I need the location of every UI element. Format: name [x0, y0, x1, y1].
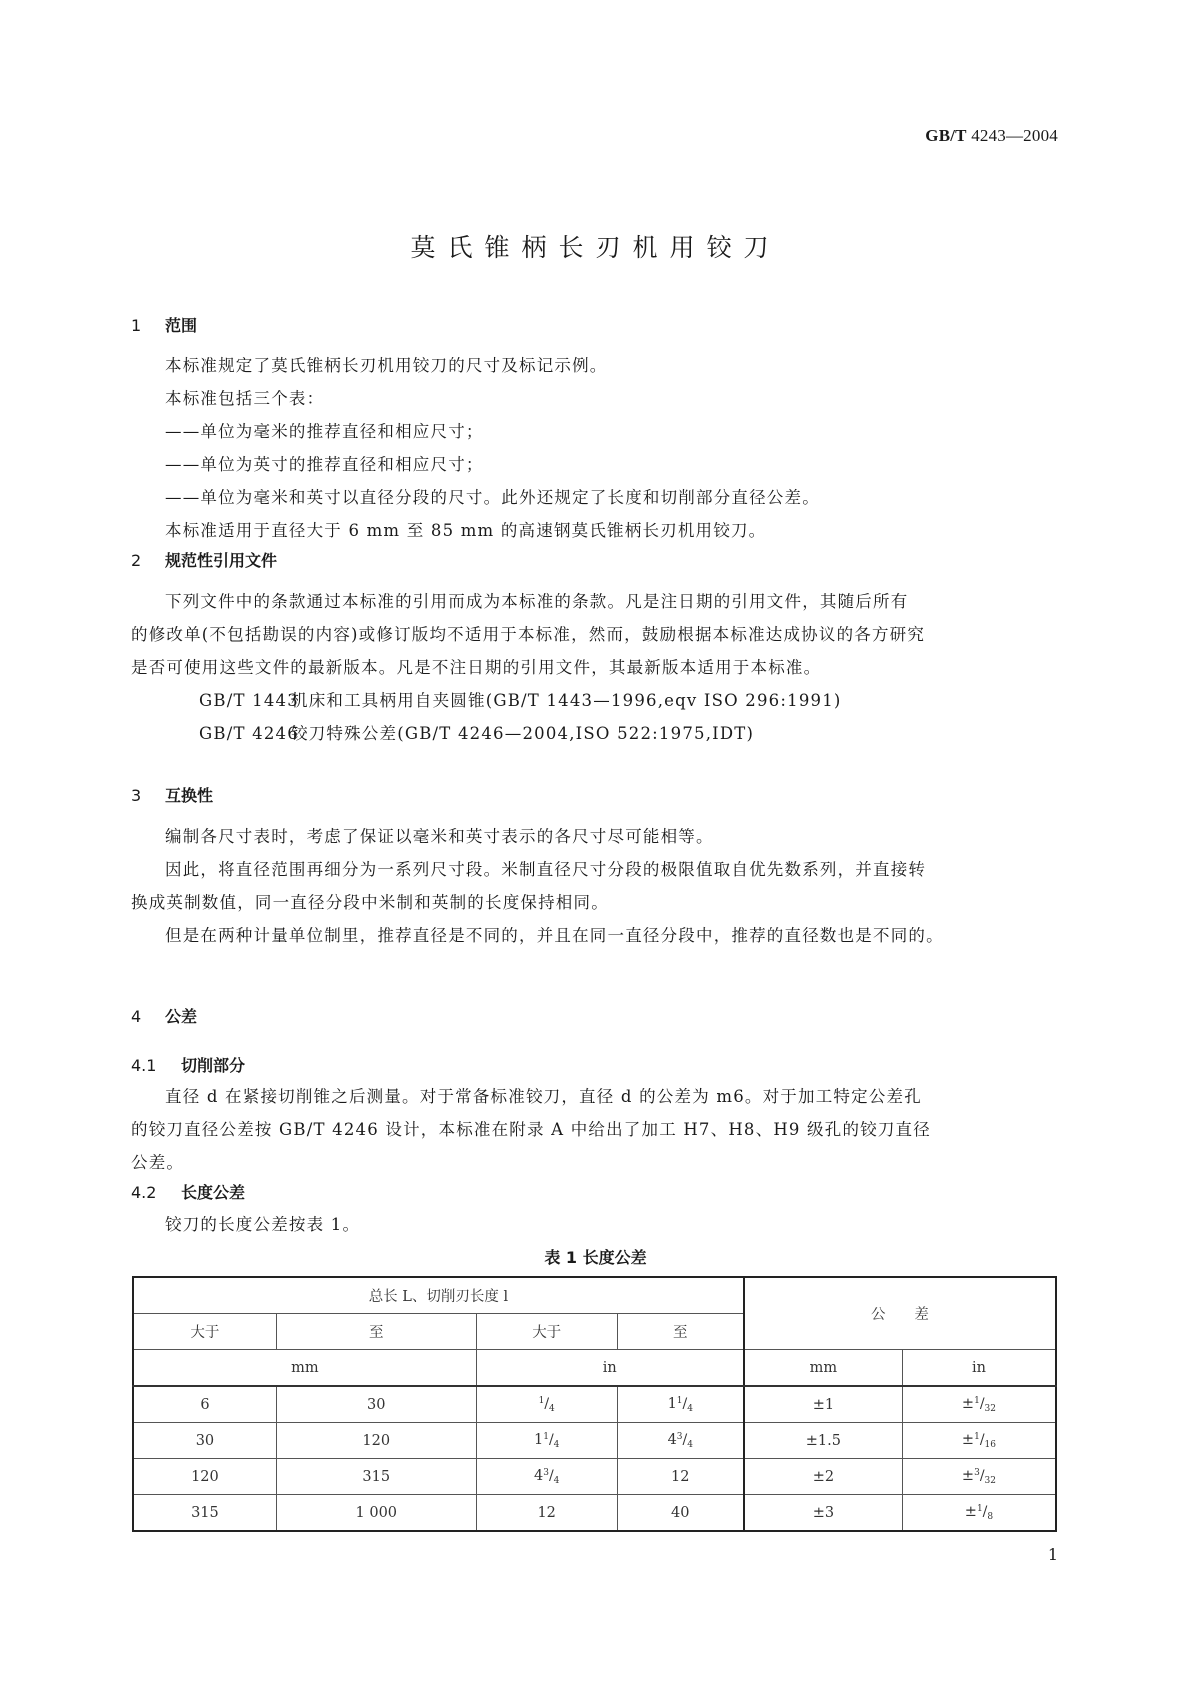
unit-label: in: [902, 1350, 1056, 1387]
section-3-body: 编制各尺寸表时，考虑了保证以毫米和英寸表示的各尺寸尽可能相等。 因此，将直径范围再细分为一系列尺寸段。米制直径尺寸分段的极限值取自优先数系列，并直接转 换成英制数值，同一直径分段中米制和英制的长度保持相同。 但是在两种计量单位制里，推荐直径是不同的，并且在同一直径分段中，推荐的直径数也是不同的。: [131, 827, 944, 945]
section-3-heading: 3 互换性: [131, 786, 214, 805]
section-4-1-body: 直径 d 在紧接切削锥之后测量。对于常备标准铰刀，直径 d 的公差为 m6。对于加工特定公差孔 的铰刀直径公差按 GB/T 4246 设计，本标准在附录 A 中给出了加工 H7、H8、H9 级孔的铰刀直径 公差。: [131, 1087, 931, 1172]
section-1-body: 本标准规定了莫氏锥柄长刃机用铰刀的尺寸及标记示例。 本标准包括三个表： ——单位为毫米的推荐直径和相应尺寸； ——单位为英寸的推荐直径和相应尺寸； ——单位为毫米和英寸以直径分段的尺寸。此外还规定了长度和切削部分直径公差。 本标准适用于直径大于 6 mm 至 85 mm 的高速钢莫氏锥柄长刃机用铰刀。: [165, 356, 820, 540]
section-4-2-heading: 4.2 长度公差: [131, 1183, 246, 1202]
table-row: 315 1 000 12 40 ±3 $\pm^1/_8$: [133, 1495, 1056, 1532]
table-caption: 表 1 长度公差: [544, 1248, 647, 1267]
standard-code: GB/T 4243—2004: [925, 126, 1058, 145]
reference-item: GB/T 4246铰刀特殊公差(GB/T 4246—2004,ISO 522:1975,IDT): [199, 724, 755, 743]
table-header-row: [133, 1277, 1056, 1314]
col-label: 至: [276, 1314, 476, 1350]
unit-label: in: [476, 1350, 744, 1387]
section-2-heading: 2 规范性引用文件: [131, 551, 278, 570]
section-4-2-body: 铰刀的长度公差按表 1。: [165, 1215, 361, 1234]
reference-item: GB/T 1443机床和工具柄用自夹圆锥(GB/T 1443—1996,eqv ISO 296:1991): [199, 691, 842, 710]
section-2-body: 下列文件中的条款通过本标准的引用而成为本标准的条款。凡是注日期的引用文件，其随后所有 的修改单(不包括勘误的内容)或修订版均不适用于本标准，然而，鼓励根据本标准达成协议的各方研究 是否可使用这些文件的最新版本。凡是不注日期的引用文件，其最新版本适用于本标准。 GB/T 1443机床和工具柄用自夹圆锥(GB/T 1443—1996,eqv ISO 296:1991) GB/T 4246铰刀特殊公差(GB/T 4246—2004,ISO 522:1975,IDT): [131, 585, 1059, 750]
col-label: 至: [617, 1314, 744, 1350]
section-4-1-heading: 4.1 切削部分: [131, 1056, 246, 1075]
col-label: 大于: [476, 1314, 617, 1350]
unit-label: mm: [133, 1350, 476, 1387]
table-row: 6 30 $^1/_4$ $1^1/_4$ ±1 $\pm^1/_{32}$: [133, 1386, 1056, 1423]
table-row: 120 315 $4^3/_4$ 12 ±2 $\pm^3/_{32}$: [133, 1459, 1056, 1495]
page-number: 1: [1047, 1545, 1058, 1564]
section-1-heading: 1 范围: [131, 316, 198, 335]
col-label: 大于: [133, 1314, 276, 1350]
table-row: 30 120 $1^1/_4$ $4^3/_4$ ±1.5 $\pm^1/_{16}$: [133, 1423, 1056, 1459]
unit-label: mm: [744, 1350, 903, 1387]
table-unit-row: [133, 1350, 1056, 1387]
section-4-heading: 4 公差: [131, 1007, 198, 1026]
document-title: 莫氏锥柄长刃机用铰刀: [410, 233, 781, 262]
group-header: 总长 L、切削刃长度 l: [133, 1277, 744, 1314]
length-tolerance-table: [132, 1276, 1057, 1532]
tolerance-header: 公 差: [744, 1277, 1056, 1350]
